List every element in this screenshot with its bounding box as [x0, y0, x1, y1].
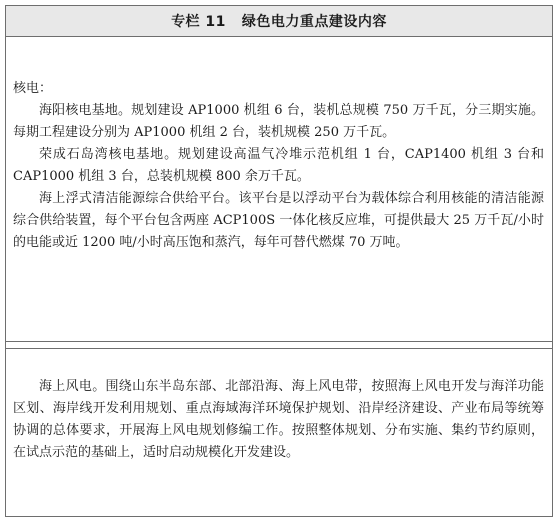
nuclear-paragraph-haiyang: 海阳核电基地。规划建设 AP1000 机组 6 台，装机总规模 750 万千瓦，分三期实施。每期工程建设分别为 AP1000 机组 2 台，装机规模 250 万千瓦。	[13, 103, 544, 140]
wind-section	[6, 348, 552, 516]
nuclear-paragraph-shidaowan: 荣成石岛湾核电基地。规划建设高温气冷堆示范机组 1 台，CAP1400 机组 3 台和 CAP1000 机组 3 台，总装机规模 800 余万千瓦。	[13, 147, 544, 184]
column-box	[5, 5, 553, 517]
nuclear-section	[6, 37, 552, 342]
column-header	[6, 6, 552, 37]
column-number: 专栏 11	[171, 14, 226, 30]
column-title: 绿色电力重点建设内容	[241, 14, 387, 30]
nuclear-paragraph-floating-platform: 海上浮式清洁能源综合供给平台。该平台是以浮动平台为载体综合利用核能的清洁能源综合供给装置，每个平台包含两座 ACP100S 一体化核反应堆，可提供最大 25 万千瓦/小时的电能或近 1200 吨/小时高压饱和蒸汽，每年可替代燃煤 70 万吨。	[13, 191, 544, 250]
nuclear-label: 核电：	[13, 81, 53, 96]
wind-paragraph: 海上风电。围绕山东半岛东部、北部沿海、海上风电带，按照海上风电开发与海洋功能区划、海岸线开发利用规划、重点海域海洋环境保护规划、沿岸经济建设、产业布局等统筹协调的总体要求，开展海上风电规划修编工作。按照整体规划、分布实施、集约节约原则，在试点示范的基础上，适时启动规模化开发建设。	[13, 379, 544, 460]
